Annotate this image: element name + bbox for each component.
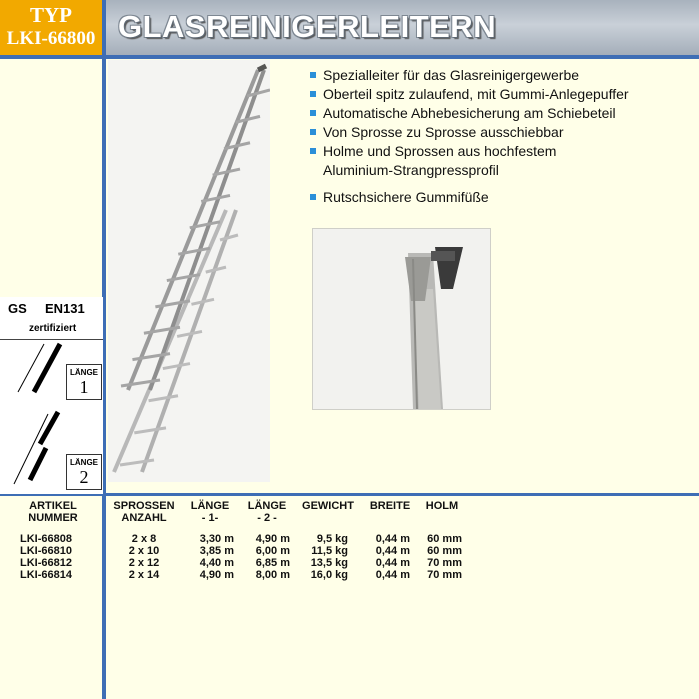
feature-item: Rutschsichere Gummifüße	[310, 188, 695, 207]
ladder-photo	[108, 60, 270, 482]
certification-badge	[0, 297, 103, 340]
column-header: LÄNGE - 2 -	[247, 500, 287, 524]
column-header: SPROSSEN ANZAHL	[113, 500, 175, 524]
feature-item-continuation: Aluminium-Strangpressprofil	[323, 162, 499, 178]
table-cell: LKI-66814	[20, 569, 72, 581]
column-header: HOLM	[425, 500, 459, 512]
length-label: LÄNGE	[70, 368, 98, 377]
length-label: LÄNGE	[70, 458, 98, 467]
table-cell: LKI-66812	[20, 557, 72, 569]
table-cell: 60 mm	[427, 545, 462, 557]
table-row	[0, 545, 470, 557]
table-cell: 3,85 m	[199, 545, 234, 557]
page-title: GLASREINIGERLEITERN	[118, 9, 497, 44]
table-cell: 70 mm	[427, 569, 462, 581]
table-cell: LKI-66810	[20, 545, 72, 557]
table-cell: 16,0 kg	[310, 569, 348, 581]
length-number: 1	[79, 377, 89, 397]
table-cell: 6,85 m	[255, 557, 290, 569]
feature-item: Von Sprosse zu Sprosse ausschiebbar	[310, 123, 695, 142]
table-cell: LKI-66808	[20, 533, 72, 545]
table-cell: 4,90 m	[199, 569, 234, 581]
column-header: LÄNGE - 1-	[190, 500, 230, 524]
column-header: GEWICHT	[302, 500, 354, 512]
table-divider	[0, 493, 699, 496]
table-cell: 2 x 12	[128, 557, 160, 569]
length-2-box	[66, 454, 102, 490]
table-cell: 60 mm	[427, 533, 462, 545]
gs-mark: GS	[8, 301, 27, 316]
column-header: ARTIKEL NUMMER	[28, 500, 78, 524]
ladder-length-icon	[0, 340, 70, 494]
table-cell: 4,40 m	[199, 557, 234, 569]
feature-item: Spezialleiter für das Glasreinigergewerbe	[310, 66, 695, 85]
type-label-box	[0, 0, 102, 55]
model-number: LKI-66800	[6, 28, 96, 49]
table-cell: 0,44 m	[375, 569, 410, 581]
detail-photo	[312, 228, 491, 410]
norm-label: EN131	[45, 301, 85, 316]
table-cell: 13,5 kg	[310, 557, 348, 569]
title-banner	[106, 0, 699, 55]
table-cell: 70 mm	[427, 557, 462, 569]
table-row	[0, 557, 470, 569]
type-label: TYP	[30, 3, 72, 27]
length-number: 2	[79, 467, 89, 487]
table-cell: 0,44 m	[375, 557, 410, 569]
table-row	[0, 569, 470, 581]
feature-item: Holme und Sprossen aus hochfestem	[310, 142, 695, 161]
table-cell: 2 x 14	[128, 569, 160, 581]
table-cell: 11,5 kg	[311, 545, 348, 557]
table-cell: 6,00 m	[255, 545, 290, 557]
length-1-box	[66, 364, 102, 400]
table-cell: 0,44 m	[375, 533, 410, 545]
table-cell: 2 x 10	[128, 545, 160, 557]
table-cell: 3,30 m	[199, 533, 234, 545]
table-cell: 9,5 kg	[316, 533, 348, 545]
length-legend	[0, 340, 103, 494]
feature-item: Oberteil spitz zulaufend, mit Gummi-Anlegepuffer	[310, 85, 695, 104]
header-divider	[0, 55, 699, 59]
table-cell: 0,44 m	[375, 545, 410, 557]
column-header: BREITE	[369, 500, 411, 512]
feature-list	[310, 66, 695, 207]
table-cell: 8,00 m	[255, 569, 290, 581]
certified-label: zertifiziert	[29, 323, 77, 334]
table-cell: 4,90 m	[255, 533, 290, 545]
feature-item: Automatische Abhebesicherung am Schiebeteil	[310, 104, 695, 123]
table-row	[0, 533, 470, 545]
table-cell: 2 x 8	[131, 533, 157, 545]
